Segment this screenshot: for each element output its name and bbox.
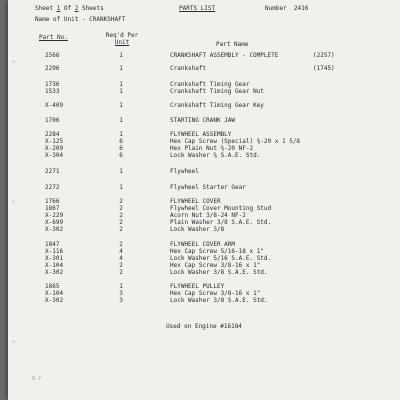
part-number: X-302 (45, 269, 64, 276)
part-number: 1865 (45, 283, 60, 290)
part-name: FLYWHEEL ASSEMBLY (170, 131, 232, 138)
part-number: X-104 (45, 290, 64, 297)
unit-name: Name of Unit - CRANKSHAFT (35, 16, 126, 23)
quantity: 2 (119, 219, 123, 226)
part-name: FLYWHEEL PULLEY (170, 283, 225, 290)
quantity: 4 (119, 248, 123, 255)
part-name: Flywheel Starter Gear (170, 184, 246, 191)
part-name: STARTING CRANK JAW (170, 117, 236, 124)
part-name: Flywheel (170, 168, 199, 175)
part-number: 1533 (45, 88, 60, 95)
part-name: Hex Cap Screw (Special) ⅜-20 x 1 5/8 (170, 138, 301, 145)
part-name: Hex Plain Nut ⅜-20 NF-2 (170, 145, 254, 152)
col-part-name: Part Name (216, 41, 249, 48)
quantity: 6 (119, 152, 123, 159)
part-name: Lock Washer ⅜ S.A.E. Std. (170, 152, 261, 159)
punch-hole (12, 340, 15, 343)
part-number: 2566 (45, 52, 60, 59)
col-reqd-per-unit: Req'd Per Unit (105, 32, 139, 46)
part-number: X-409 (45, 102, 64, 109)
page-title: PARTS LIST (179, 5, 216, 12)
sheet-count: Sheet 1 Of 2 Sheets (35, 5, 104, 12)
part-number: 2284 (45, 131, 60, 138)
punch-hole (12, 60, 15, 63)
part-number: X-304 (45, 152, 64, 159)
part-name: Lock Washer 3/8 S.A.E. Std. (170, 297, 268, 304)
quantity: 2 (119, 205, 123, 212)
part-name: Hex Cap Screw 3/8-16 x 1" (170, 290, 261, 297)
part-name: Lock Washer 3/8 S.A.E. Std. (170, 269, 268, 276)
part-name: Crankshaft Timing Gear Nut (170, 88, 264, 95)
part-number: X-116 (45, 248, 64, 255)
part-number: X-104 (45, 262, 64, 269)
part-number: 1847 (45, 241, 60, 248)
quantity: 6 (119, 145, 123, 152)
part-number: X-301 (45, 255, 64, 262)
quantity: 1 (119, 168, 123, 175)
part-number: 1766 (45, 198, 60, 205)
quantity: 1 (119, 117, 123, 124)
list-number: Number 2416 (265, 5, 309, 12)
part-number: X-125 (45, 138, 64, 145)
quantity: 1 (119, 102, 123, 109)
quantity: 6 (119, 138, 123, 145)
part-number: 1867 (45, 205, 60, 212)
quantity: 1 (119, 81, 123, 88)
quantity: 1 (119, 184, 123, 191)
part-name: Plain Washer 3/8 S.A.E. Std. (170, 219, 272, 226)
part-name: FLYWHEEL COVER (170, 198, 221, 205)
quantity: 3 (119, 297, 123, 304)
part-name: Hex Cap Screw 3/8-16 x 1" (170, 262, 261, 269)
quantity: 2 (119, 262, 123, 269)
part-name: Hex Cap Screw 5/16-18 x 1" (170, 248, 264, 255)
quantity: 1 (119, 283, 123, 290)
quantity: 4 (119, 255, 123, 262)
quantity: 2 (119, 198, 123, 205)
part-number: X-209 (45, 145, 64, 152)
quantity: 1 (119, 65, 123, 72)
part-name: Lock Washer 5/16 S.A.E. Std. (170, 255, 272, 262)
part-name: Flywheel Cover Mounting Stud (170, 205, 272, 212)
reference-number: (1745) (313, 65, 335, 72)
part-name: Crankshaft Timing Gear (170, 81, 250, 88)
part-number: 2271 (45, 168, 60, 175)
quantity: 1 (119, 131, 123, 138)
parts-list-sheet (8, 0, 400, 400)
stray-mark: 0.7 (32, 376, 42, 382)
col-part-no: Part No. (39, 34, 68, 41)
part-name: Crankshaft Timing Gear Key (170, 102, 264, 109)
quantity: 2 (119, 241, 123, 248)
part-number: X-302 (45, 226, 64, 233)
part-number: X-229 (45, 212, 64, 219)
part-number: 1706 (45, 117, 60, 124)
engine-note: Used on Engine #16184 (166, 323, 242, 330)
part-name: Lock Washer 3/8 (170, 226, 225, 233)
punch-hole (12, 200, 15, 203)
part-number: 2296 (45, 65, 60, 72)
part-name: FLYWHEEL COVER ARM (170, 241, 236, 248)
part-name: Crankshaft (170, 65, 207, 72)
part-number: X-302 (45, 297, 64, 304)
quantity: 2 (119, 226, 123, 233)
quantity: 3 (119, 290, 123, 297)
part-name: CRANKSHAFT ASSEMBLY - COMPLETE (170, 52, 279, 59)
quantity: 2 (119, 269, 123, 276)
reference-number: (2257) (313, 52, 335, 59)
part-number: X-699 (45, 219, 64, 226)
part-number: 2272 (45, 184, 60, 191)
part-number: 1736 (45, 81, 60, 88)
quantity: 2 (119, 212, 123, 219)
part-name: Acorn Nut 3/8-24 NF-2 (170, 212, 246, 219)
quantity: 1 (119, 88, 123, 95)
quantity: 1 (119, 52, 123, 59)
